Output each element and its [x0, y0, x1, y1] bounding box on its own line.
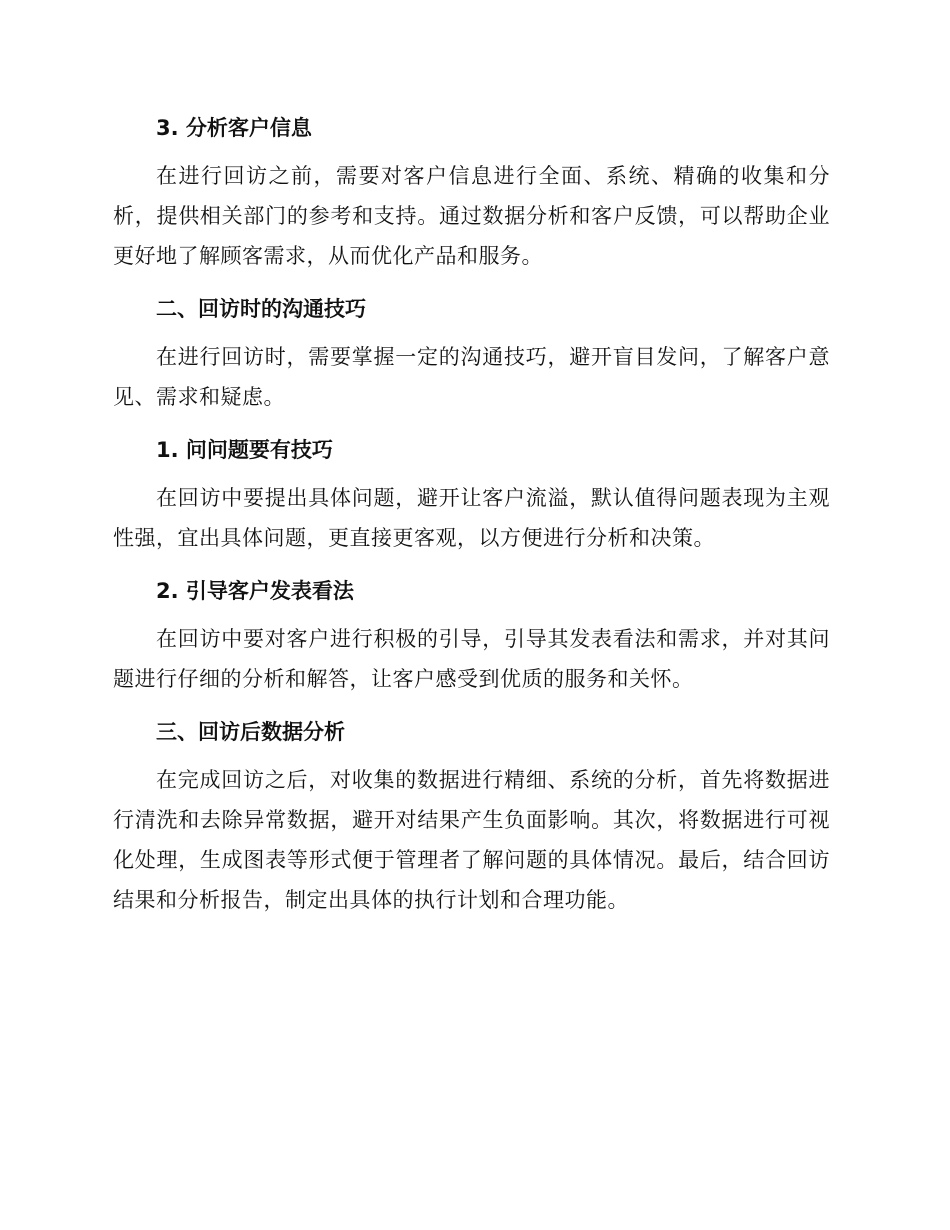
paragraph-data-analysis: 在完成回访之后，对收集的数据进行精细、系统的分析，首先将数据进行清洗和去除异常数据，避开对结果产生负面影响。其次，将数据进行可视化处理，生成图表等形式便于管理者了解问题的具体情况。最后，结合回访结果和分析报告，制定出具体的执行计划和合理功能。 [113, 768, 830, 912]
paragraph-question-skills: 在回访中要提出具体问题，避开让客户流溢，默认值得问题表现为主观性强，宜出具体问题，更直接更客观，以方便进行分析和决策。 [113, 486, 830, 550]
section-heading-question-skills: 1. 问问题要有技巧 [156, 438, 333, 462]
section-heading-data-analysis: 三、回访后数据分析 [156, 720, 345, 744]
section-heading-guide-customer: 2. 引导客户发表看法 [156, 579, 354, 603]
paragraph-communication-skills: 在进行回访时，需要掌握一定的沟通技巧，避开盲目发问，了解客户意见、需求和疑虑。 [113, 345, 830, 409]
paragraph-analyze-customer-info: 在进行回访之前，需要对客户信息进行全面、系统、精确的收集和分析，提供相关部门的参考和支持。通过数据分析和客户反馈，可以帮助企业更好地了解顾客需求，从而优化产品和服务。 [113, 164, 830, 268]
paragraph-guide-customer: 在回访中要对客户进行积极的引导，引导其发表看法和需求，并对其问题进行仔细的分析和解答，让客户感受到优质的服务和关怀。 [113, 627, 830, 691]
section-heading-communication-skills: 二、回访时的沟通技巧 [156, 297, 366, 321]
section-heading-analyze-customer-info: 3. 分析客户信息 [156, 116, 312, 140]
